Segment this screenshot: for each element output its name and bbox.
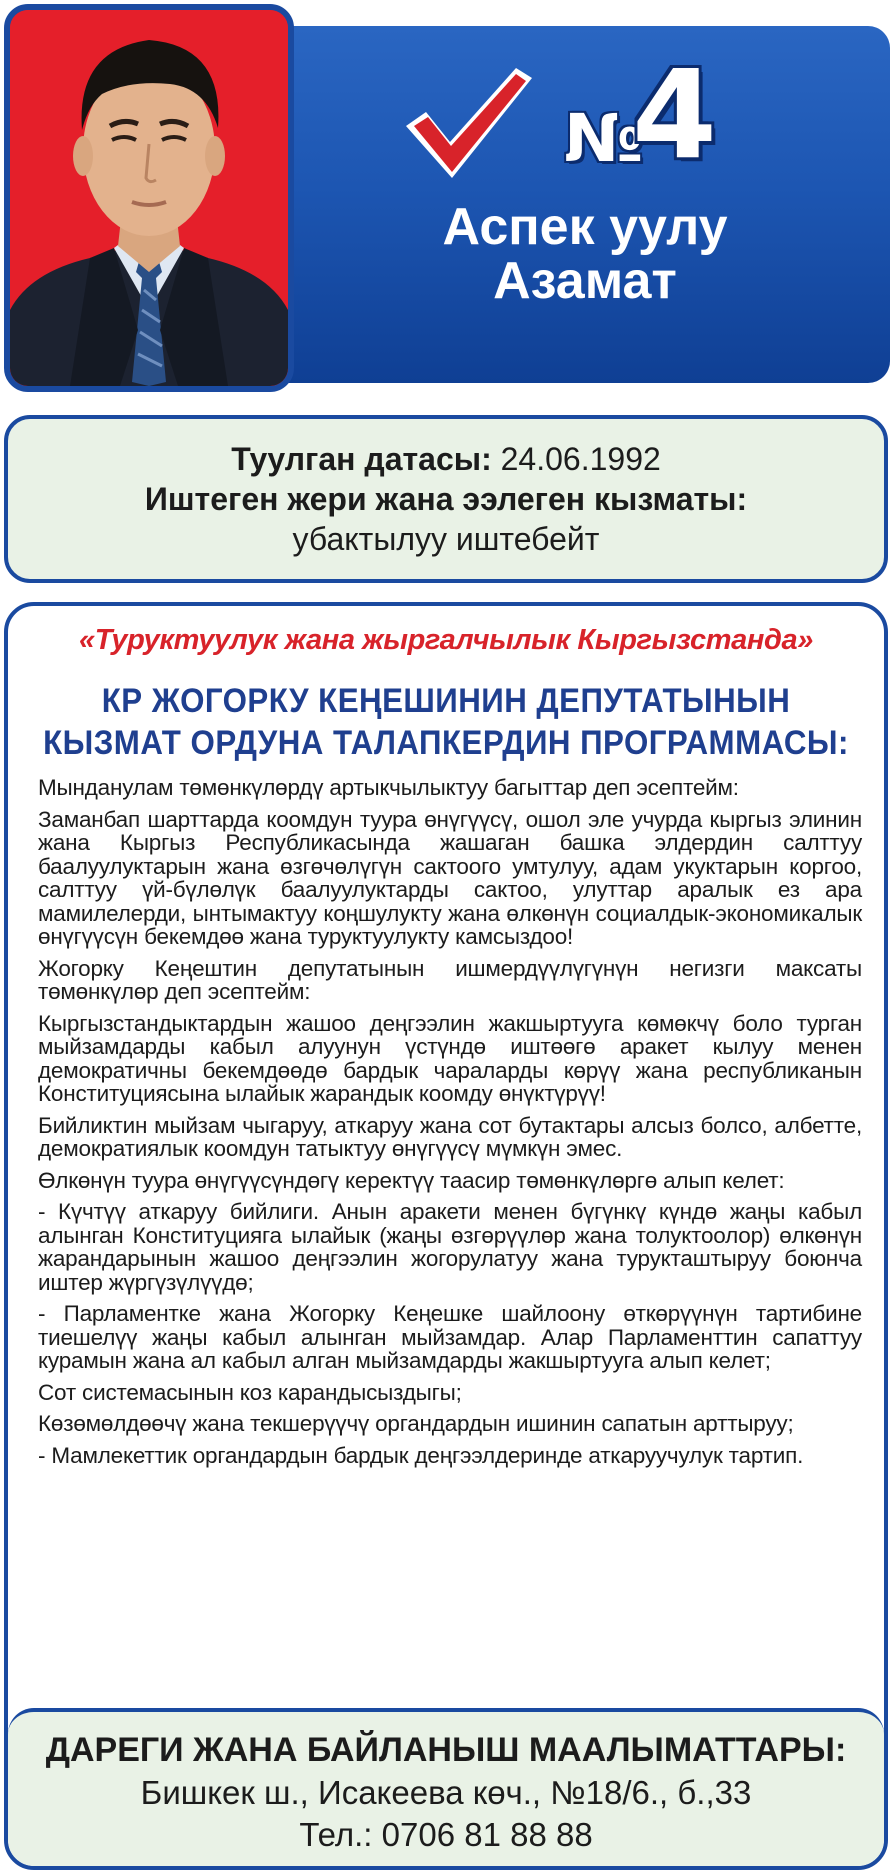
- contact-title: ДАРЕГИ ЖАНА БАЙЛАНЫШ МААЛЫМАТТАРЫ:: [45, 1731, 847, 1769]
- program-paragraph: Заманбап шарттарда коомдун туура өнүгүүсү, ошол эле учурда кыргыз элинин жана Кыргыз Республикасында жашаган башка элдердин салттуу баалуулуктарын жана өзгөчөлүгүн сактоого умтулуу, адам укуктарын коргоо, салттуу үй-бүлөлүк баалуулуктарды сактоо, улуттар аралык ез ара мамилелерди, ынтымактуу коңшулукту жана өлкөнүн социалдык-экономикалык өнүгүүсүн бекемдөө жана туруктуулукту камсыздоо!: [38, 806, 862, 949]
- work-label-row: [8, 479, 884, 519]
- program-paragraph: - Парламентке жана Жогорку Кеңешке шайлоону өткөрүүнүн тартибине тиешелүү жаңы кабыл алынган мыйзамдар. Алар Парламенттин сапаттуу курамын жана ал кабыл алган мыйзамдарды жакшыртууга алып келет;: [38, 1301, 862, 1373]
- contact-box: [8, 1708, 884, 1866]
- work-label: Иштеген жери жана ээлеген кызматы:: [144, 481, 748, 517]
- checkmark-icon: [404, 64, 534, 182]
- number-sign: №: [564, 100, 642, 177]
- candidate-name-line2: Азамат: [493, 252, 677, 310]
- birth-date-label: Туулган датасы:: [231, 441, 492, 477]
- program-paragraph: Көзөмөлдөөчү жана текшерүүчү органдардын ишинин сапатын арттыруу;: [38, 1411, 794, 1436]
- work-value: убактылуу иштебейт: [292, 521, 600, 557]
- candidate-name-line1: Аспек уулу: [442, 198, 728, 256]
- info-box: [4, 415, 888, 583]
- candidate-number: 4: [632, 44, 717, 186]
- program-title: [43, 680, 849, 764]
- program-paragraph: Бийликтин мыйзам чыгаруу, аткаруу жана сот бутактары алсыз болсо, албетте, демократиялык коомдун татыктуу өнүгүүсү мүмкүн эмес.: [38, 1112, 862, 1161]
- program-title-line1: КР ЖОГОРКУ КЕҢЕШИНИН ДЕПУТАТЫНЫН: [101, 682, 791, 720]
- program-title-line2: КЫЗМАТ ОРДУНА ТАЛАПКЕРДИН ПРОГРАММАСЫ:: [43, 724, 849, 762]
- program-paragraph: - Мамлекеттик органдардын бардык деңгээлдеринде аткаруучулук тартип.: [38, 1442, 804, 1468]
- slogan: «Туруктуулук жана жыргалчылык Кыргызстанда»: [79, 624, 813, 656]
- program-body: [38, 776, 862, 1475]
- program-paragraph: Жогорку Кеңештин депутатынын ишмердүүлүгүнүн негизги максаты төмөнкүлөр деп эсептейм:: [38, 955, 862, 1004]
- candidate-portrait: [10, 10, 288, 386]
- contact-phone: Тел.: 0706 81 88 88: [299, 1816, 593, 1853]
- program-paragraph: - Күчтүү аткаруу бийлиги. Анын аракети менен бүгүнкү күндө жаңы кабыл алынган Конституцияга ылайык (жаңы өзгөрүүлөр жана толуктоолор) өлкөнүн жарандарынын жашоо деңгээлин жогорулатуу жана турукташтыруу боюнча иштер жүргүзүлүүдө;: [38, 1199, 862, 1295]
- program-paragraph: Өлкөнүн туура өнүгүүсүндөгү керектүү таасир төмөнкүлөргө алып келет:: [38, 1167, 785, 1193]
- program-paragraph: Мынданулам төмөнкүлөрдү артыкчылыктуу багыттар деп эсептейм:: [38, 775, 739, 800]
- program-paragraph: Сот системасынын коз карандысыздыгы;: [38, 1379, 462, 1405]
- birth-date-row: [8, 439, 884, 479]
- birth-date-value: 24.06.1992: [500, 441, 661, 477]
- contact-address: Бишкек ш., Исакеева көч., №18/6., б.,33: [140, 1774, 752, 1811]
- ballot-number: [404, 44, 744, 186]
- program-paragraph: Кыргызстандыктардын жашоо деңгээлин жакшыртууга көмөкчү боло турган мыйзамдарды кабыл алуунун үстүндө иштөөгө аракет кылуу менен демократичны бекемдөөдө бардык чараларды көрүү жана республиканын Конституциясына ылайык жарандык коомду өнүктүрүү!: [38, 1010, 862, 1106]
- candidate-photo: [4, 4, 294, 392]
- candidate-name: [300, 200, 870, 308]
- program-box: [4, 602, 888, 1870]
